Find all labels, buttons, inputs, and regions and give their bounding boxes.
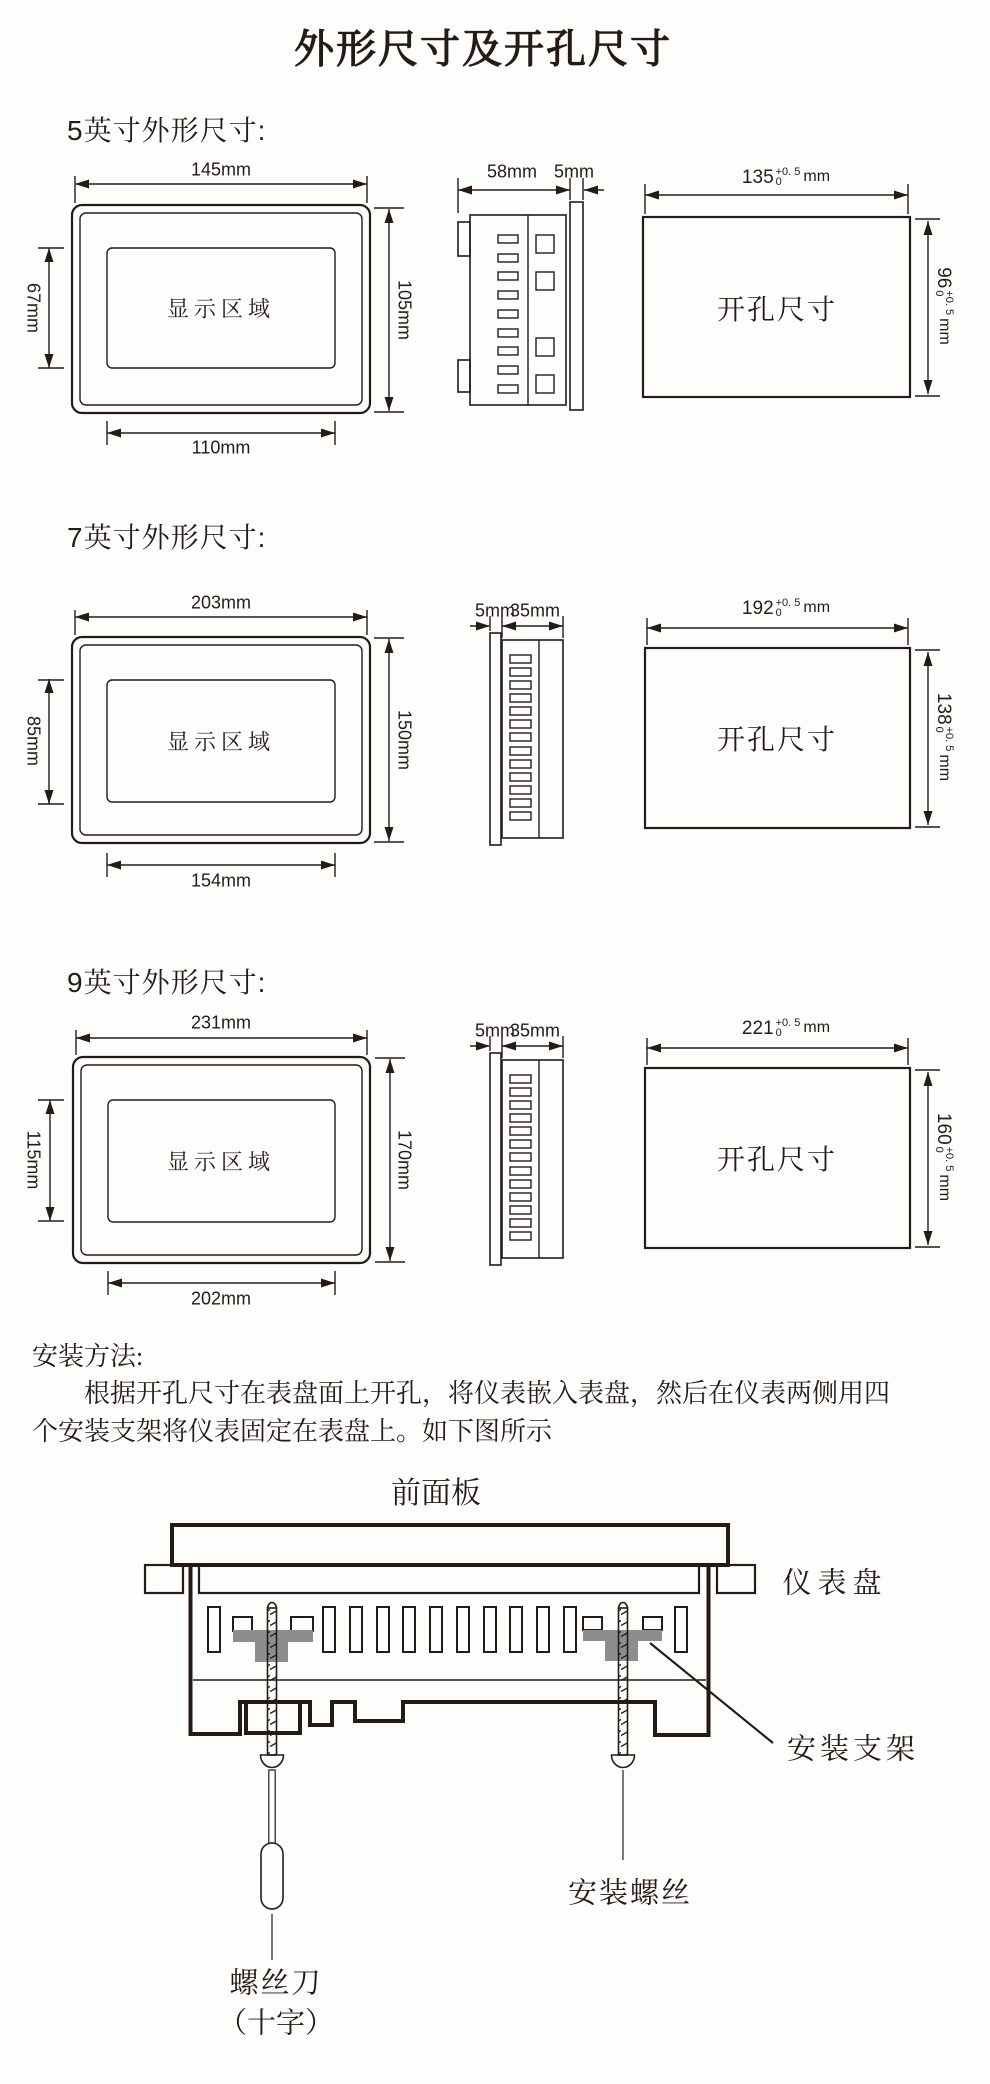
dim-label-bezel-7in: 5mm <box>475 600 515 621</box>
cutout-height-unit-9in: mm <box>936 1174 953 1202</box>
cutout-label-7in: 开孔尺寸 <box>716 725 838 756</box>
dim-label-width-top-7in: 203mm <box>190 592 252 613</box>
instrument-panel-label: 仪表盘 <box>782 1567 888 1600</box>
dim-label-bezel-5in: 5mm <box>554 161 594 182</box>
cutout-label-5in: 开孔尺寸 <box>716 295 838 326</box>
side-view-9in <box>490 1053 563 1265</box>
dim-label-width-bottom-9in: 202mm <box>190 1288 252 1309</box>
front-panel-label: 前面板 <box>391 1477 481 1510</box>
dim-label-width-bottom-7in: 154mm <box>190 870 252 891</box>
dim-label-height-right-5in: 105mm <box>394 279 415 341</box>
cutout-width-unit-7in: mm <box>803 599 831 616</box>
cutout-width-tolerance-7in <box>742 598 830 618</box>
dim-label-width-top-9in: 231mm <box>190 1012 252 1033</box>
cutout-width-value-7in: 192 <box>741 597 774 619</box>
install-leader-lines <box>272 1643 773 1960</box>
cutout-height-value-5in: 96 <box>933 267 955 289</box>
cutout-height-tolerance-5in <box>934 267 954 345</box>
screwdriver-type-label: （十字） <box>217 2007 335 2040</box>
dim-label-width-top-5in: 145mm <box>190 159 252 180</box>
cutout-height-unit-7in: mm <box>936 754 953 782</box>
tolerance-lower: 0 <box>933 1146 945 1153</box>
install-screw-left <box>261 1603 284 1768</box>
cutout-width-tolerance-5in <box>742 167 830 187</box>
dim-label-height-left-5in: 67mm <box>23 282 44 334</box>
install-screw-right <box>612 1603 635 1768</box>
dim-width-top-9in <box>76 1030 367 1055</box>
install-text-line2: 个安装支架将仪表固定在表盘上。如下图所示 <box>32 1417 553 1446</box>
dim-label-depth-9in: 35mm <box>509 1020 561 1041</box>
install-heading: 安装方法: <box>32 1342 144 1371</box>
page-title: 外形尺寸及开孔尺寸 <box>294 27 672 72</box>
cutout-width-unit-5in: mm <box>803 168 831 185</box>
tolerance-upper: +0. 5 <box>775 597 801 609</box>
tolerance-lower: 0 <box>933 726 945 733</box>
mounting-screw-label: 安装螺丝 <box>567 1877 693 1910</box>
side-view-5in <box>458 202 583 410</box>
tolerance-upper: +0. 5 <box>943 290 955 316</box>
cutout-height-unit-5in: mm <box>936 318 953 345</box>
cutout-height-value-7in: 138 <box>933 692 955 725</box>
section-header-5in: 5英寸外形尺寸: <box>67 115 267 146</box>
tolerance-lower: 0 <box>775 176 782 188</box>
dim-depth-5in <box>458 178 604 213</box>
dim-label-width-bottom-5in: 110mm <box>191 437 251 458</box>
dim-width-top-7in <box>75 610 367 635</box>
tolerance-upper: +0. 5 <box>943 726 955 752</box>
cutout-height-value-9in: 160 <box>933 1112 955 1145</box>
install-screwdriver <box>261 1770 283 1909</box>
dim-label-depth-7in: 35mm <box>509 600 561 621</box>
side-view-7in <box>490 633 563 845</box>
tolerance-lower: 0 <box>775 607 782 619</box>
install-panel-hatch <box>145 1565 755 1593</box>
display-area-label-5in: 显示区域 <box>166 296 276 322</box>
cutout-width-tolerance-9in <box>742 1018 830 1038</box>
tolerance-lower: 0 <box>933 290 945 297</box>
tolerance-upper: +0. 5 <box>775 1017 801 1029</box>
cutout-height-tolerance-9in <box>934 1113 954 1201</box>
tolerance-lower: 0 <box>775 1027 782 1039</box>
display-area-label-9in: 显示区域 <box>166 1149 276 1175</box>
install-front-panel <box>172 1525 728 1565</box>
cutout-width-unit-9in: mm <box>803 1019 831 1036</box>
cutout-width-value-5in: 135 <box>741 166 774 188</box>
dim-label-height-left-7in: 85mm <box>23 715 44 767</box>
dim-label-height-right-7in: 150mm <box>394 709 415 771</box>
tolerance-upper: +0. 5 <box>943 1146 955 1172</box>
cutout-height-tolerance-7in <box>934 693 954 781</box>
tolerance-upper: +0. 5 <box>775 166 801 178</box>
dim-label-height-left-9in: 115mm <box>23 1130 44 1190</box>
display-area-label-7in: 显示区域 <box>166 729 276 755</box>
dim-label-height-right-9in: 170mm <box>394 1129 415 1191</box>
dim-label-depth-5in: 58mm <box>486 161 538 182</box>
cutout-width-value-9in: 221 <box>741 1017 774 1039</box>
mounting-bracket-label: 安装支架 <box>786 1733 920 1766</box>
section-header-9in: 9英寸外形尺寸: <box>67 967 267 998</box>
cutout-label-9in: 开孔尺寸 <box>716 1145 838 1176</box>
dim-label-bezel-9in: 5mm <box>475 1020 515 1041</box>
screwdriver-label: 螺丝刀 <box>229 1967 323 2000</box>
install-text-line1: 根据开孔尺寸在表盘面上开孔，将仪表嵌入表盘，然后在仪表两侧用四 <box>84 1379 891 1408</box>
section-header-7in: 7英寸外形尺寸: <box>67 522 267 553</box>
